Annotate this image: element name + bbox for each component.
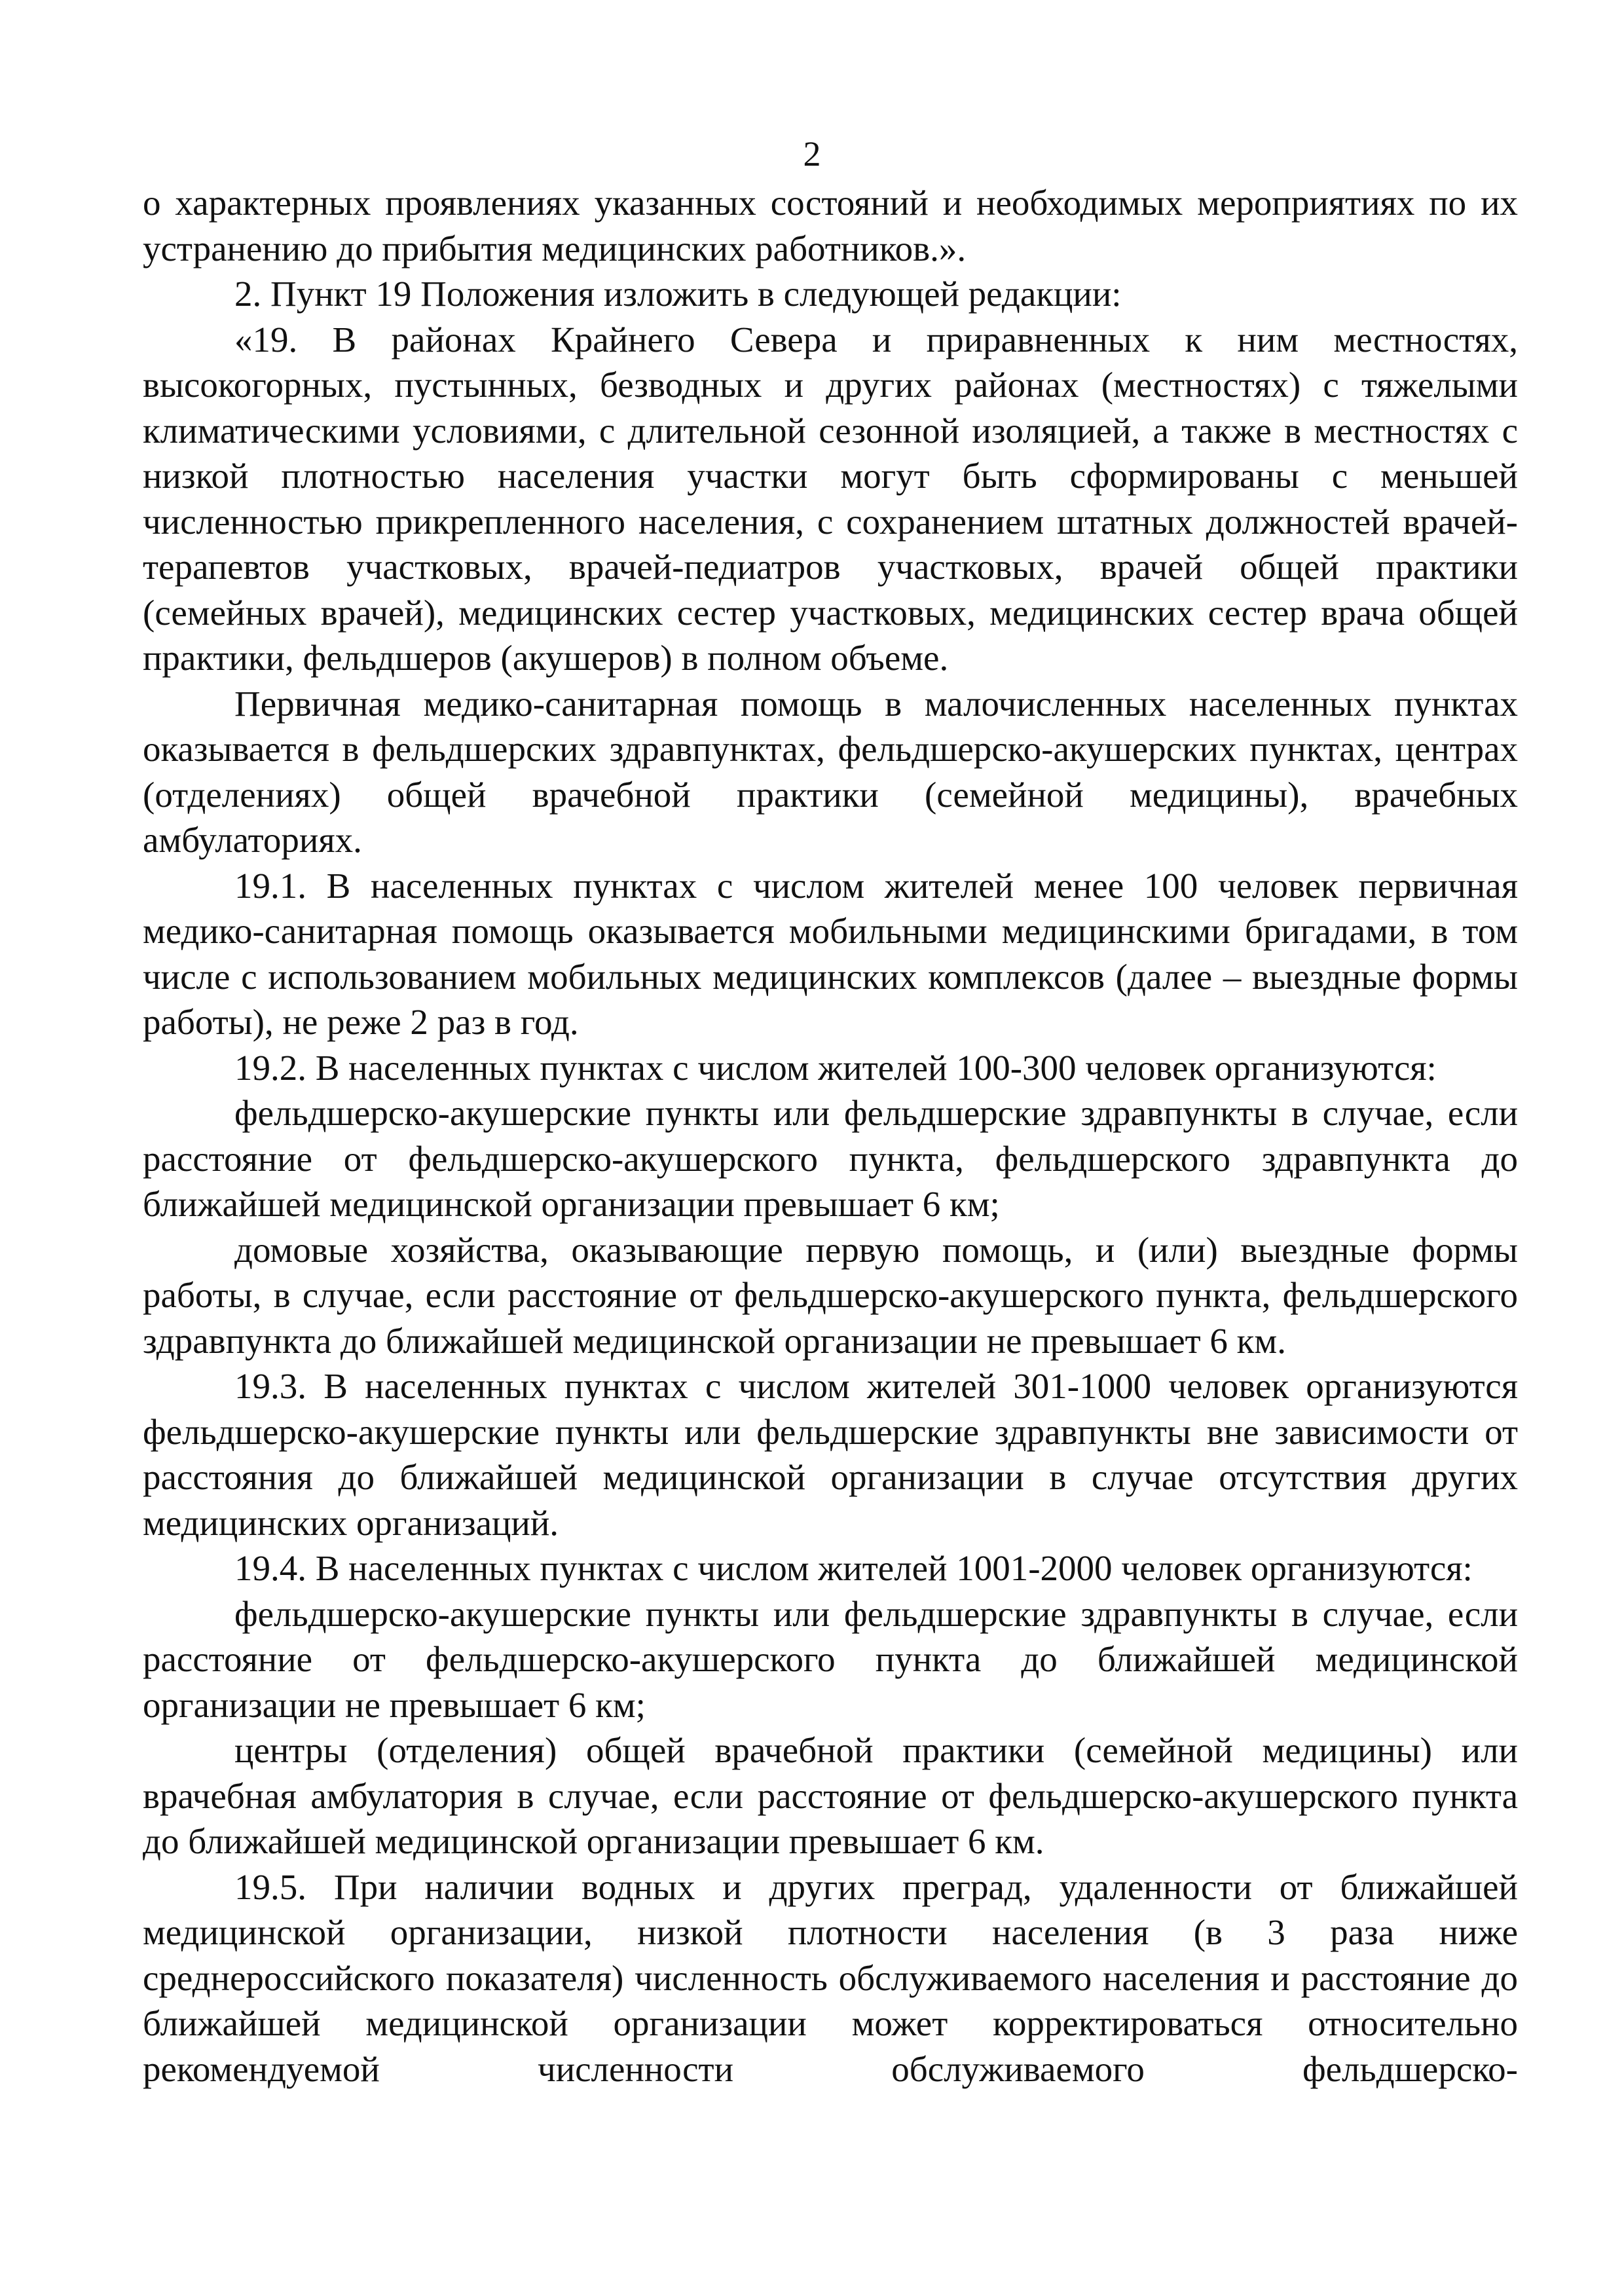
paragraph-19-4-item-2: центры (отделения) общей врачебной практики (семейной медицины) или врачебная амбулатория в случае, если расстояние от фельдшерско-акушерского пункта до ближайшей медицинской организации превышает 6 км. — [143, 1730, 1518, 1861]
page-number: 2 — [803, 134, 821, 174]
paragraph-19-2-item-1: фельдшерско-акушерские пункты или фельдшерские здравпункты в случае, если расстояние от фельдшерско-акушерского пункта, фельдшерского здравпункта до ближайшей медицинской организации превышает 6 км; — [143, 1093, 1518, 1224]
paragraph-19-5: 19.5. При наличии водных и других преград, удаленности от ближайшей медицинской организации, низкой плотности населения (в 3 раза ниже среднероссийского показателя) численность обслуживаемого населения и расстояние до ближайшей медицинской организации может корректироваться относительно рекомендуемой численности обслуживаемого фельдшерско- — [143, 1866, 1518, 2089]
paragraph-19-3: 19.3. В населенных пунктах с числом жителей 301-1000 человек организуются фельдшерско-акушерские пункты или фельдшерские здравпункты вне зависимости от расстояния до ближайшей медицинской организации в случае отсутствия других медицинских организаций. — [143, 1366, 1518, 1543]
paragraph-continuation: о характерных проявлениях указанных состояний и необходимых мероприятиях по их устранению до прибытия медицинских работников.». — [143, 183, 1518, 268]
paragraph-19-2-item-2: домовые хозяйства, оказывающие первую помощь, и (или) выездные формы работы, в случае, если расстояние от фельдшерско-акушерского пункта, фельдшерского здравпункта до ближайшей медицинской организации не превышает 6 км. — [143, 1229, 1518, 1361]
paragraph-19-2: 19.2. В населенных пунктах с числом жителей 100-300 человек организуются: — [234, 1047, 1437, 1088]
document-body — [143, 180, 1518, 2092]
paragraph-19-1: 19.1. В населенных пунктах с числом жителей менее 100 человек первичная медико-санитарная помощь оказывается мобильными медицинскими бригадами, в том числе с использованием мобильных медицинских комплексов (далее – выездные формы работы), не реже 2 раз в год. — [143, 865, 1518, 1042]
paragraph-19-4-item-1: фельдшерско-акушерские пункты или фельдшерские здравпункты в случае, если расстояние от фельдшерско-акушерского пункта до ближайшей медицинской организации не превышает 6 км; — [143, 1593, 1518, 1725]
paragraph-primary-care: Первичная медико-санитарная помощь в малочисленных населенных пунктах оказывается в фельдшерских здравпунктах, фельдшерско-акушерских пунктах, центрах (отделениях) общей врачебной практики (семейной медицины), врачебных амбулаториях. — [143, 683, 1518, 860]
paragraph-19-4: 19.4. В населенных пунктах с числом жителей 1001-2000 человек организуются: — [234, 1548, 1473, 1588]
paragraph-amendment-intro: 2. Пункт 19 Положения изложить в следующей редакции: — [234, 274, 1122, 314]
paragraph-19: «19. В районах Крайнего Севера и приравненных к ним местностях, высокогорных, пустынных, безводных и других районах (местностях) с тяжелыми климатическими условиями, с длительной сезонной изоляцией, а также в местностях с низкой плотностью населения участки могут быть сформированы с меньшей численностью прикрепленного населения, с сохранением штатных должностей врачей-терапевтов участковых, врачей-педиатров участковых, врачей общей практики (семейных врачей), медицинских сестер участковых, медицинских сестер врача общей практики, фельдшеров (акушеров) в полном объеме. — [143, 319, 1518, 678]
